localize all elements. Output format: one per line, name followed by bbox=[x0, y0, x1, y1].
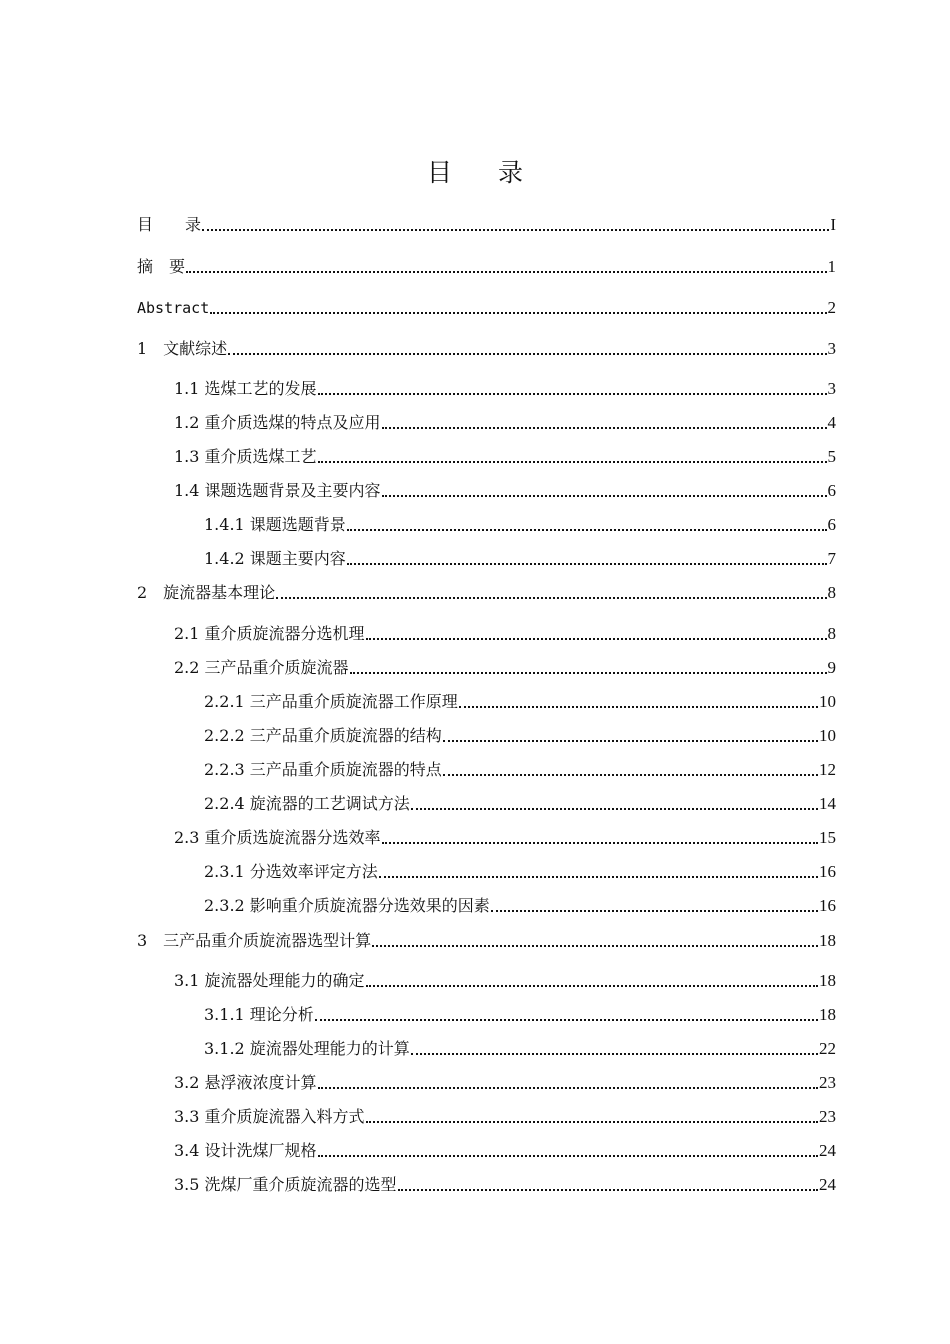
toc-entry-page: 16 bbox=[819, 896, 836, 915]
toc-entry-label: 2.2 三产品重介质旋流器 bbox=[174, 658, 349, 677]
toc-entry-page: 23 bbox=[819, 1107, 836, 1126]
toc-entry-label: 3.1 旋流器处理能力的确定 bbox=[174, 971, 365, 990]
toc-entry[interactable] bbox=[174, 825, 836, 849]
toc-entry[interactable] bbox=[174, 444, 836, 468]
page-title-left: 目 bbox=[426, 158, 452, 187]
toc-entry[interactable] bbox=[137, 295, 836, 319]
toc-entry-label: 2.2.4 旋流器的工艺调试方法 bbox=[204, 794, 410, 813]
toc-entry-label: 1.1 选煤工艺的发展 bbox=[174, 379, 317, 398]
toc-entry-page: 16 bbox=[819, 862, 836, 881]
toc-entry[interactable] bbox=[174, 410, 836, 434]
toc-entry-label: 2 旋流器基本理论 bbox=[137, 583, 276, 602]
toc-entry-label: Abstract bbox=[137, 299, 210, 317]
toc-entry-label: 1 文献综述 bbox=[137, 339, 228, 358]
toc-entry[interactable] bbox=[174, 1104, 836, 1128]
toc-entry[interactable] bbox=[137, 580, 836, 604]
toc-entry-label: 3.2 悬浮液浓度计算 bbox=[174, 1073, 317, 1092]
toc-entry-page: 12 bbox=[819, 760, 836, 779]
toc-entry[interactable] bbox=[174, 478, 836, 502]
toc-entry-page: 8 bbox=[827, 583, 836, 602]
toc-entry-label: 2.3 重介质选旋流器分选效率 bbox=[174, 828, 381, 847]
toc-entry-page: 10 bbox=[819, 726, 836, 745]
toc-entry-page: 15 bbox=[819, 828, 836, 847]
toc-entry-page: 23 bbox=[819, 1073, 836, 1092]
toc-entry[interactable] bbox=[174, 621, 836, 645]
toc-entry[interactable] bbox=[204, 791, 836, 815]
toc-entry-label: 2.1 重介质旋流器分选机理 bbox=[174, 624, 365, 643]
toc-entry-page: 7 bbox=[827, 549, 836, 568]
toc-entry[interactable] bbox=[204, 512, 836, 536]
toc-entry[interactable] bbox=[174, 655, 836, 679]
toc-entry[interactable] bbox=[137, 928, 836, 952]
toc-entry-label: 1.4.2 课题主要内容 bbox=[204, 549, 346, 568]
toc-entry-label: 摘 要 bbox=[137, 257, 186, 276]
toc-entry[interactable] bbox=[137, 212, 836, 236]
toc-entry[interactable] bbox=[204, 1036, 836, 1060]
toc-entry-page: 8 bbox=[827, 624, 836, 643]
toc-entry[interactable] bbox=[174, 1070, 836, 1094]
page-title-right: 录 bbox=[498, 158, 524, 187]
toc-entry[interactable] bbox=[204, 689, 836, 713]
toc-entry-label: 1.3 重介质选煤工艺 bbox=[174, 447, 317, 466]
toc-entry-page: 3 bbox=[827, 339, 836, 358]
toc-entry-page: 6 bbox=[827, 515, 836, 534]
toc-entry[interactable] bbox=[204, 859, 836, 883]
toc-entry[interactable] bbox=[204, 1002, 836, 1026]
toc-entry[interactable] bbox=[174, 1172, 836, 1196]
toc-entry-label: 1.4 课题选题背景及主要内容 bbox=[174, 481, 381, 500]
toc-entry-page: 24 bbox=[819, 1175, 836, 1194]
toc-entry-label: 3.1.2 旋流器处理能力的计算 bbox=[204, 1039, 410, 1058]
toc-entry-page: 24 bbox=[819, 1141, 836, 1160]
toc-entry-page: 10 bbox=[819, 692, 836, 711]
toc-entry[interactable] bbox=[137, 254, 836, 278]
toc-entry[interactable] bbox=[174, 968, 836, 992]
toc-entry-label: 1.4.1 课题选题背景 bbox=[204, 515, 346, 534]
toc-entry-page: 6 bbox=[827, 481, 836, 500]
toc-entry-page: 14 bbox=[819, 794, 836, 813]
toc-entry[interactable] bbox=[137, 336, 836, 360]
toc-entry-label: 3.5 洗煤厂重介质旋流器的选型 bbox=[174, 1175, 397, 1194]
toc-entry-label: 目 录 bbox=[137, 215, 202, 234]
toc-entry-label: 2.2.3 三产品重介质旋流器的特点 bbox=[204, 760, 442, 779]
toc-entry[interactable] bbox=[174, 1138, 836, 1162]
toc-entry-page: 9 bbox=[827, 658, 836, 677]
toc-entry-page: 5 bbox=[827, 447, 836, 466]
toc-entry-label: 2.3.2 影响重介质旋流器分选效果的因素 bbox=[204, 896, 490, 915]
toc-entry-page: 18 bbox=[819, 1005, 836, 1024]
toc-entry-page: 22 bbox=[819, 1039, 836, 1058]
toc-entry-page: I bbox=[830, 215, 836, 234]
page-title bbox=[0, 153, 950, 189]
toc-entry-label: 3.3 重介质旋流器入料方式 bbox=[174, 1107, 365, 1126]
toc-entry-page: 18 bbox=[819, 971, 836, 990]
toc-entry-page: 3 bbox=[827, 379, 836, 398]
toc-entry-page: 2 bbox=[827, 298, 836, 317]
toc-entry-label: 2.2.1 三产品重介质旋流器工作原理 bbox=[204, 692, 458, 711]
toc-entry-page: 1 bbox=[827, 257, 836, 276]
toc-entry-label: 3.1.1 理论分析 bbox=[204, 1005, 314, 1024]
toc-entry-label: 1.2 重介质选煤的特点及应用 bbox=[174, 413, 381, 432]
toc-entry[interactable] bbox=[204, 893, 836, 917]
toc-entry-label: 2.2.2 三产品重介质旋流器的结构 bbox=[204, 726, 442, 745]
toc-entry[interactable] bbox=[204, 723, 836, 747]
toc-entry-label: 3 三产品重介质旋流器选型计算 bbox=[137, 931, 372, 950]
toc-entry-label: 2.3.1 分选效率评定方法 bbox=[204, 862, 378, 881]
toc-entry-page: 4 bbox=[827, 413, 836, 432]
toc-entry[interactable] bbox=[204, 757, 836, 781]
toc-entry[interactable] bbox=[204, 546, 836, 570]
toc-entry-label: 3.4 设计洗煤厂规格 bbox=[174, 1141, 317, 1160]
toc-entry-page: 18 bbox=[819, 931, 836, 950]
toc-entry[interactable] bbox=[174, 376, 836, 400]
